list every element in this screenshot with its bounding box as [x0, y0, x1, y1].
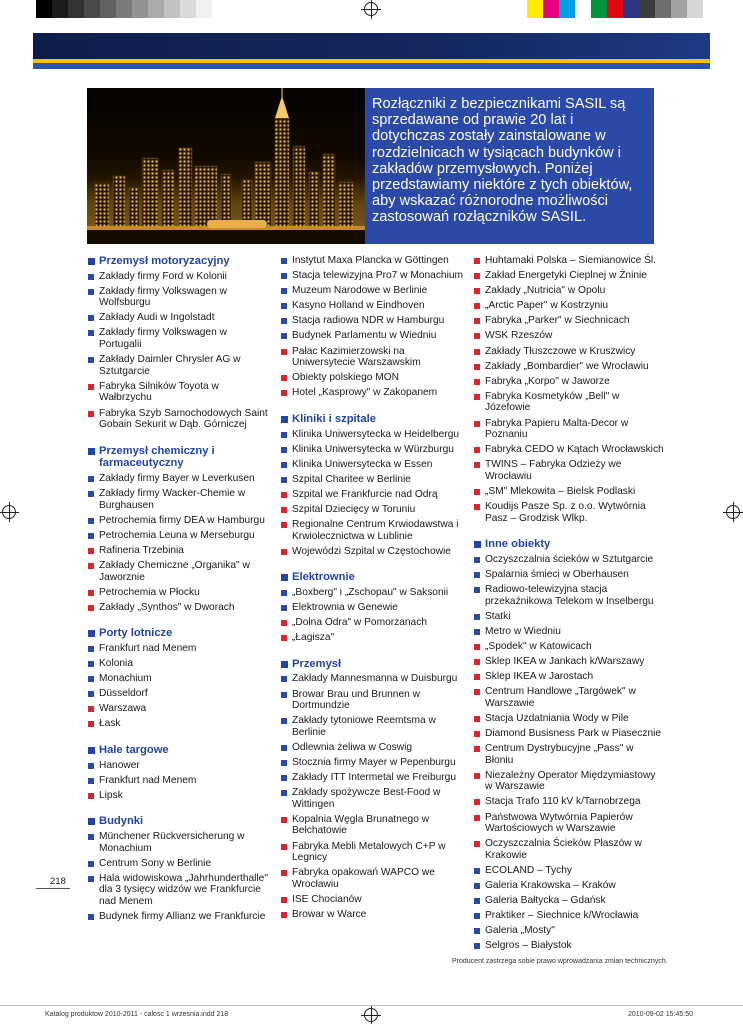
list-item: Hala widowiskowa „Jahrhunderthalle" dla 3 tysięcy widzów we Frankfurcie nad Menem [88, 873, 270, 908]
list-item: Stacja Trafo 110 kV k/Tarnobrzega [474, 796, 664, 808]
list-item: Fabryka Silników Toyota w Wałbrzychu [88, 381, 270, 404]
section-budynki-continued [281, 255, 467, 399]
registration-mark-icon [364, 2, 378, 16]
list-item: Pałac Kazimierzowski na Uniwersytecie Warszawskim [281, 346, 467, 369]
section-heading: Przemysł chemiczny i farmaceutyczny [88, 445, 270, 470]
color-swatch [132, 0, 148, 18]
color-swatch [36, 0, 52, 18]
list-item: ISE Chocianów [281, 894, 467, 906]
section-elektrownie [281, 571, 467, 643]
list-item: Zakłady „Nutricia" w Opolu [474, 285, 664, 297]
city-skyline-photo [87, 88, 365, 244]
column-2 [281, 255, 467, 935]
list-item: Metro w Wiedniu [474, 626, 664, 638]
color-swatch [527, 0, 543, 18]
item-list [474, 255, 664, 524]
item-list [88, 760, 270, 802]
list-item: Fabryka „Korpo" w Jaworze [474, 376, 664, 388]
list-item: Stacja radiowa NDR w Hamburgu [281, 315, 467, 327]
list-item: Zakłady ITT Intermetal we Freiburgu [281, 772, 467, 784]
list-item: Odlewnia żeliwa w Coswig [281, 742, 467, 754]
registration-mark-icon [726, 505, 740, 519]
section-heading: Budynki [88, 815, 270, 828]
list-item: Fabryka „Parker" w Siechnicach [474, 315, 664, 327]
section-przemysl-continued [474, 255, 664, 524]
section-budynki [88, 815, 270, 922]
list-item: Budynek firmy Allianz we Frankfurcie [88, 911, 270, 923]
list-item: Zakłady Audi w Ingolstadt [88, 312, 270, 324]
list-item: Zakłady Mannesmanna w Duisburgu [281, 673, 467, 685]
color-swatch [180, 0, 196, 18]
list-item: Szpital Charitee w Berlinie [281, 474, 467, 486]
item-list [88, 271, 270, 431]
section-inne-obiekty [474, 538, 664, 952]
list-item: Browar w Warce [281, 909, 467, 921]
item-list [281, 429, 467, 558]
list-item: Elektrownia w Genewie [281, 602, 467, 614]
registration-mark-icon [364, 1008, 378, 1022]
list-item: Zakłady spożywcze Best-Food w Wittingen [281, 787, 467, 810]
color-swatch [623, 0, 639, 18]
list-item: Centrum Dystrybucyjne „Pass" w Błoniu [474, 743, 664, 766]
list-item: Zakłady firmy Wacker-Chemie w Burghausen [88, 488, 270, 511]
list-item: Monachium [88, 673, 270, 685]
list-item: Petrochemia firmy DEA w Hamburgu [88, 515, 270, 527]
list-item: Lipsk [88, 790, 270, 802]
list-item: Zakłady firmy Volkswagen w Wolfsburgu [88, 286, 270, 309]
color-swatch [148, 0, 164, 18]
list-item: Hotel „Kasprowy" w Zakopanem [281, 387, 467, 399]
banner-blue-stripe [33, 63, 710, 69]
color-swatch [52, 0, 68, 18]
list-item: Browar Brau und Brunnen w Dortmundzie [281, 689, 467, 712]
page-number-rule [36, 888, 70, 889]
item-list [88, 643, 270, 730]
section-heading: Porty lotnicze [88, 627, 270, 640]
list-item: Zakłady Chemiczne „Organika" w Jaworznie [88, 560, 270, 583]
slug-divider [0, 1005, 743, 1006]
color-swatch [575, 0, 591, 18]
list-item: Centrum Handlowe „Targówek" w Warszawie [474, 686, 664, 709]
list-item: Zakłady firmy Bayer w Leverkusen [88, 473, 270, 485]
list-item: Budynek Parlamentu w Wiedniu [281, 330, 467, 342]
list-item: Münchener Rückversicherung w Monachium [88, 831, 270, 854]
list-item: Zakłady tytoniowe Reemtsma w Berlinie [281, 715, 467, 738]
page-number: 218 [50, 876, 66, 887]
list-item: Praktiker – Siechnice k/Wrocławia [474, 910, 664, 922]
list-item: Galeria Bałtycka – Gdańsk [474, 895, 664, 907]
color-swatch [687, 0, 703, 18]
list-item: Zakład Energetyki Cieplnej w Żninie [474, 270, 664, 282]
color-swatch [639, 0, 655, 18]
slug-timestamp: 2010-09-02 15:45:50 [628, 1011, 693, 1018]
color-swatch [591, 0, 607, 18]
list-item: Oczyszczalnia Ścieków Płaszów w Krakowie [474, 838, 664, 861]
list-item: „SM" Mlekowita – Bielsk Podlaski [474, 486, 664, 498]
list-item: Zakłady „Bombardier" we Wrocławiu [474, 361, 664, 373]
color-swatch [559, 0, 575, 18]
list-item: Stacja telewizyjna Pro7 w Monachium [281, 270, 467, 282]
list-item: Fabryka opakowań WAPCO we Wrocławiu [281, 867, 467, 890]
list-item: Zakłady firmy Volkswagen w Portugalii [88, 327, 270, 350]
section-heading: Inne obiekty [474, 538, 664, 551]
section-chemiczny [88, 445, 270, 614]
list-item: Zakłady „Synthos" w Dworach [88, 602, 270, 614]
intro-text-box [365, 88, 654, 244]
list-item: Radiowo-telewizyjna stacja przekaźnikowa Telekom w Inselbergu [474, 584, 664, 607]
list-item: Niezależny Operator Międzymiastowy w Warszawie [474, 770, 664, 793]
header-banner [33, 33, 710, 69]
color-swatch [100, 0, 116, 18]
list-item: Zakłady firmy Ford w Kolonii [88, 271, 270, 283]
list-item: Petrochemia w Płocku [88, 587, 270, 599]
color-swatch [84, 0, 100, 18]
list-item: Spalarnia śmieci w Oberhausen [474, 569, 664, 581]
item-list [281, 587, 467, 644]
list-item: Petrochemia Leuna w Merseburgu [88, 530, 270, 542]
list-item: Sklep IKEA w Jarostach [474, 671, 664, 683]
list-item: Wojewódzi Szpital w Częstochowie [281, 546, 467, 558]
list-item: Szpital we Frankfurcie nad Odrą [281, 489, 467, 501]
section-motoryzacyjny [88, 255, 270, 431]
list-item: Klinika Uniwersytecka w Essen [281, 459, 467, 471]
list-item: Łask [88, 718, 270, 730]
list-item: Muzeum Narodowe w Berlinie [281, 285, 467, 297]
list-item: Fabryka Kosmetyków „Bell" w Józefowie [474, 391, 664, 414]
list-item: Düsseldorf [88, 688, 270, 700]
color-swatch [116, 0, 132, 18]
list-item: ECOLAND – Tychy [474, 865, 664, 877]
item-list [281, 673, 467, 920]
list-item: Fabryka Mebli Metalowych C+P w Legnicy [281, 841, 467, 864]
column-3 [474, 255, 664, 966]
list-item: Galeria Krakowska – Kraków [474, 880, 664, 892]
list-item: Koudijs Pasze Sp. z o.o. Wytwórnia Pasz – Grodzisk Wlkp. [474, 501, 664, 524]
list-item: Frankfurt nad Menem [88, 775, 270, 787]
footnote: Producent zastrzega sobie prawo wprowadzania zmian technicznych. [452, 958, 668, 965]
list-item: Szpital Dziecięcy w Toruniu [281, 504, 467, 516]
list-item: Rafineria Trzebinia [88, 545, 270, 557]
color-swatch [164, 0, 180, 18]
list-item: „Łagisza" [281, 632, 467, 644]
skyline-illustration [87, 88, 365, 244]
section-przemysl [281, 658, 467, 921]
item-list [281, 255, 467, 399]
list-item: Hanower [88, 760, 270, 772]
color-swatch [655, 0, 671, 18]
color-swatch [68, 0, 84, 18]
list-item: Zakłady Tłuszczowe w Kruszwicy [474, 346, 664, 358]
list-item: „Dolna Odra" w Pomorzanach [281, 617, 467, 629]
list-item: WSK Rzeszów [474, 330, 664, 342]
list-item: Kopalnia Węgla Brunatnego w Bełchatowie [281, 814, 467, 837]
column-1 [88, 255, 270, 937]
section-heading: Elektrownie [281, 571, 467, 584]
color-swatch [543, 0, 559, 18]
list-item: Kolonia [88, 658, 270, 670]
list-item: Selgros – Białystok [474, 940, 664, 952]
list-item: Instytut Maxa Plancka w Göttingen [281, 255, 467, 267]
section-kliniki [281, 413, 467, 557]
color-swatch [607, 0, 623, 18]
item-list [88, 473, 270, 613]
list-item: Klinika Uniwersytecka w Würzburgu [281, 444, 467, 456]
list-item: Sklep IKEA w Jankach k/Warszawy [474, 656, 664, 668]
section-heading: Przemysł [281, 658, 467, 671]
list-item: Centrum Sony w Berlinie [88, 858, 270, 870]
section-heading: Przemysł motoryzacyjny [88, 255, 270, 268]
list-item: Fabryka Papieru Malta-Decor w Poznaniu [474, 418, 664, 441]
section-hale-targowe [88, 744, 270, 801]
item-list [88, 831, 270, 923]
color-bar-process [527, 0, 703, 18]
list-item: Kasyno Holland w Eindhoven [281, 300, 467, 312]
list-item: Klinika Uniwersytecka w Heidelbergu [281, 429, 467, 441]
slug-filename: Katalog produktow 2010-2011 - calosc 1 wrzesnia.indd 218 [45, 1011, 229, 1018]
list-item: „Spodek" w Katowicach [474, 641, 664, 653]
section-heading: Kliniki i szpitale [281, 413, 467, 426]
section-heading: Hale targowe [88, 744, 270, 757]
list-item: Obiekty polskiego MON [281, 372, 467, 384]
list-item: Diamond Busisness Park w Piasecznie [474, 728, 664, 740]
list-item: Huhtamaki Polska – Siemianowice Śl. [474, 255, 664, 267]
list-item: TWINS – Fabryka Odzieży we Wrocławiu [474, 459, 664, 482]
section-porty-lotnicze [88, 627, 270, 730]
list-item: Stacja Uzdatniania Wody w Pile [474, 713, 664, 725]
registration-mark-icon [2, 505, 16, 519]
list-item: Oczyszczalnia ścieków w Sztutgarcie [474, 554, 664, 566]
list-item: Statki [474, 611, 664, 623]
list-item: „Boxberg" i „Zschopau" w Saksonii [281, 587, 467, 599]
color-bar-grayscale [36, 0, 212, 18]
list-item: Fabryka Szyb Samochodowych Saint Gobain Sekurit w Dąb. Górniczej [88, 408, 270, 431]
list-item: Frankfurt nad Menem [88, 643, 270, 655]
color-swatch [671, 0, 687, 18]
list-item: Warszawa [88, 703, 270, 715]
list-item: Stocznia firmy Mayer w Pepenburgu [281, 757, 467, 769]
intro-paragraph: Rozłączniki z bezpiecznikami SASIL są sprzedawane od prawie 20 lat i dotychczas zostały zainstalowane w rozdzielnicach w tysiącach budynków i zakładów przemysłowych. Poniżej przedstawiamy niektóre z tych obiektów, aby wskazać różnorodne możliwości zastosowań rozłączników SASIL. [372, 96, 633, 226]
list-item: Fabryka CEDO w Kątach Wrocławskich [474, 444, 664, 456]
list-item: „Arctic Paper" w Kostrzyniu [474, 300, 664, 312]
list-item: Państwowa Wytwórnia Papierów Wartościowych w Warszawie [474, 812, 664, 835]
list-item: Zakłady Daimler Chrysler AG w Sztutgarcie [88, 354, 270, 377]
list-item: Galeria „Mosty" [474, 925, 664, 937]
list-item: Regionalne Centrum Krwiodawstwa i Krwiolecznictwa w Lublinie [281, 519, 467, 542]
color-swatch [196, 0, 212, 18]
item-list [474, 554, 664, 952]
